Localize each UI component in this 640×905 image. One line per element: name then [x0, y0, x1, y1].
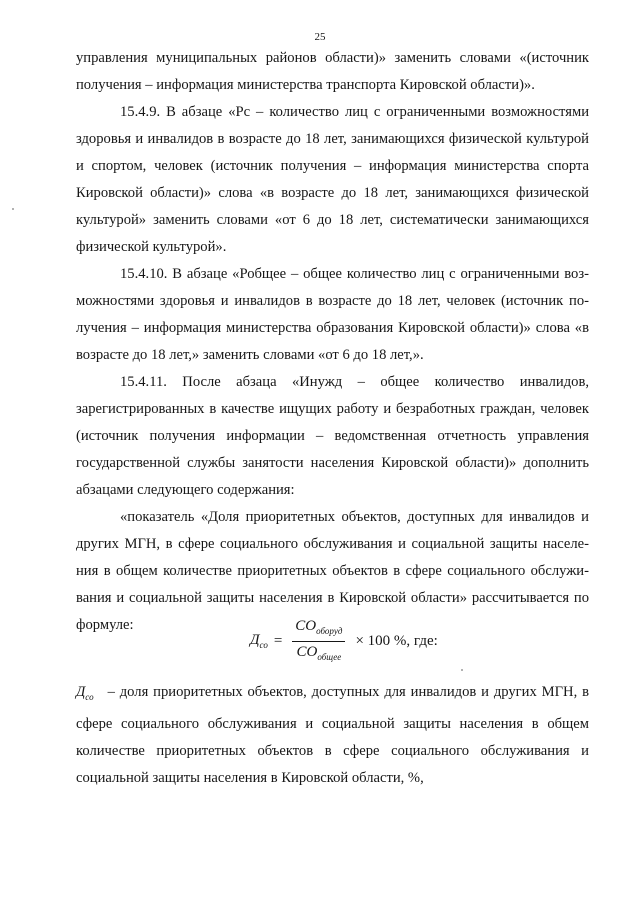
- paragraph-15-4-10: 15.4.10. В абзаце «Робщее – общее количество лиц с ограниченными возможностями здоровья и инвалидов в возрасте до 18 лет, человек (источник получения – информация министерства образования Кировской области)» слова «в возрасте до 18 лет,» заменить словами «от 6 до 18 лет,».: [76, 266, 589, 363]
- paragraph-continuation: управления муниципальных районов области)» заменить словами «(источник получения – информация министерства транспорта Кировской области)».: [76, 50, 589, 93]
- paragraph-15-4-9: 15.4.9. В абзаце «Рс – количество лиц с ограниченными возможностями здоровья и инвалидов в возрасте до 18 лет, занимающихся физической культурой и спортом, человек (источник получения – информация министерства спорта Кировской области)» слова «в возрасте до 18 лет, занимающихся физической культурой» заменить словами «от 6 до 18 лет, систематически занимающихся физической культурой».: [76, 104, 589, 255]
- formula-lhs: [250, 632, 268, 650]
- paragraph-indicator-intro: «показатель «Доля приоритетных объектов, доступных для инвалидов и других МГН, в сфере социального обслуживания и социальной защиты населения в общем количестве приоритетных объектов в сфере социального обслуживания и социальной защиты населения в Кировской области» рассчитывается по формуле:: [76, 509, 589, 633]
- paragraph-15-4-11: 15.4.11. После абзаца «Инужд – общее количество инвалидов, зарегистрированных в качестве ищущих работу и безработных граждан, человек (источник получения информации – ведомственная отчетность управления государственной службы занятости населения Кировской области)» дополнить абзацами следующего содержания:: [76, 374, 589, 498]
- page-number: 25: [314, 31, 326, 43]
- definition-text: – доля приоритетных объектов, доступных для инвалидов и других МГН, в сфере социального обслуживания и социальной защиты населения в общем количестве приоритетных объектов в сфере социального обслуживания и социальной защиты населения в Кировской области, %,: [76, 684, 589, 786]
- formula-numerator: [292, 616, 345, 641]
- definition-symbol: [76, 684, 94, 700]
- formula-numerator-symbol: СО: [295, 617, 317, 634]
- formula-fraction: [292, 616, 345, 667]
- formula-denominator-symbol: СО: [296, 643, 318, 660]
- formula-denominator: [293, 642, 344, 667]
- definition-paragraph: [76, 679, 589, 792]
- scan-speck: [12, 208, 14, 210]
- scan-speck: [461, 669, 463, 671]
- formula-lhs-symbol: Д: [250, 632, 260, 648]
- formula-equals: =: [273, 632, 283, 649]
- formula-multiplier: × 100 %, где:: [355, 632, 438, 649]
- definition-symbol-letter: Д: [76, 684, 86, 700]
- formula: [250, 616, 438, 666]
- definition-symbol-subscript: со: [85, 691, 94, 702]
- formula-denominator-subscript: общее: [317, 651, 342, 662]
- formula-numerator-subscript: обоpуд: [316, 625, 343, 636]
- formula-lhs-subscript: со: [259, 640, 268, 650]
- document-body: [76, 45, 589, 639]
